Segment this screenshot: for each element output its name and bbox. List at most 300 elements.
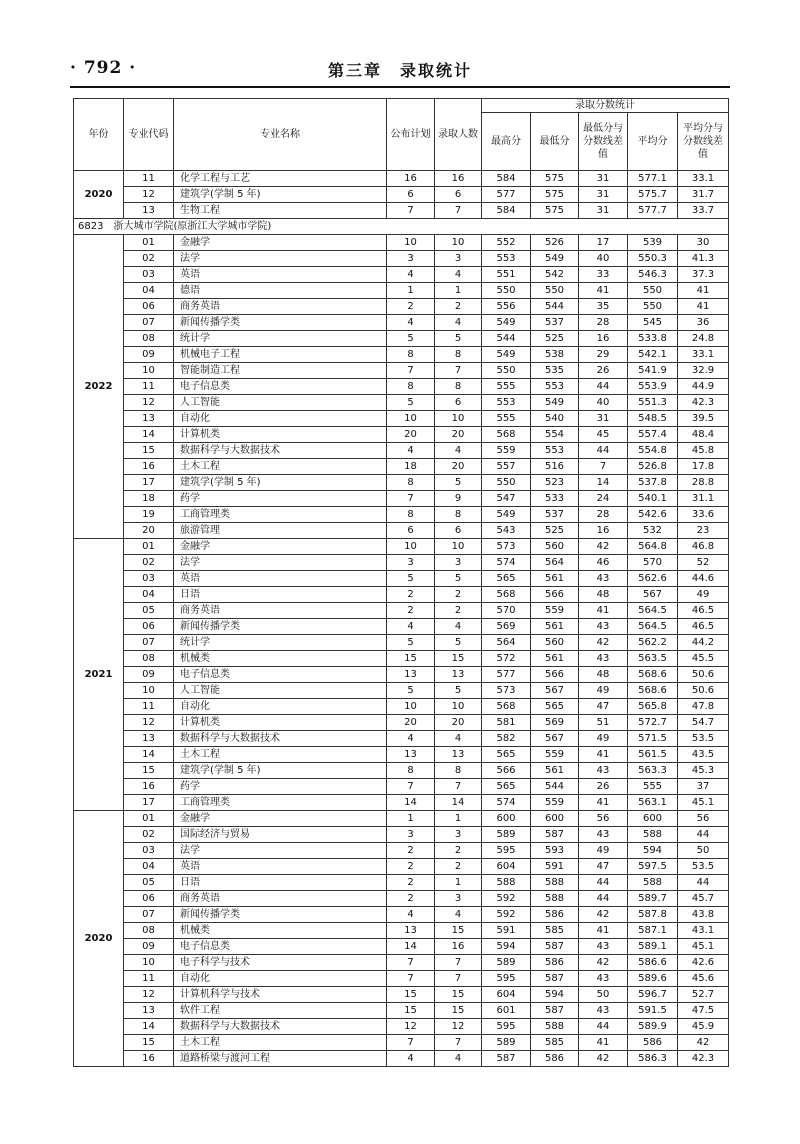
- min-diff-cell: 26: [579, 779, 628, 795]
- major-name-cell: 自动化: [174, 699, 387, 715]
- avg-diff-cell: 37: [678, 779, 729, 795]
- min-diff-cell: 28: [579, 507, 628, 523]
- public-plan-cell: 4: [387, 267, 435, 283]
- min-diff-cell: 42: [579, 539, 628, 555]
- avg-score-cell: 557.4: [628, 427, 678, 443]
- avg-score-cell: 554.8: [628, 443, 678, 459]
- min-diff-cell: 16: [579, 523, 628, 539]
- major-name-cell: 金融学: [174, 539, 387, 555]
- min-diff-cell: 43: [579, 651, 628, 667]
- public-plan-cell: 2: [387, 299, 435, 315]
- table-row: [74, 523, 729, 539]
- max-score-cell: 568: [482, 587, 531, 603]
- min-diff-cell: 47: [579, 699, 628, 715]
- min-diff-cell: 56: [579, 811, 628, 827]
- avg-score-cell: 577.7: [628, 203, 678, 219]
- max-score-cell: 553: [482, 251, 531, 267]
- major-name-cell: 旅游管理: [174, 523, 387, 539]
- max-score-cell: 549: [482, 347, 531, 363]
- min-score-cell: 559: [531, 747, 579, 763]
- min-score-cell: 559: [531, 603, 579, 619]
- table-row: [74, 555, 729, 571]
- max-score-cell: 549: [482, 507, 531, 523]
- min-score-cell: 561: [531, 619, 579, 635]
- major-name-cell: 计算机类: [174, 715, 387, 731]
- major-code-cell: 12: [124, 715, 174, 731]
- year-cell: 2020: [74, 171, 124, 219]
- table-row: [74, 747, 729, 763]
- table-row: [74, 203, 729, 219]
- major-name-cell: 人工智能: [174, 395, 387, 411]
- admitted-cell: 5: [435, 571, 482, 587]
- avg-score-cell: 594: [628, 843, 678, 859]
- major-code-cell: 12: [124, 395, 174, 411]
- public-plan-cell: 15: [387, 651, 435, 667]
- avg-diff-cell: 52.7: [678, 987, 729, 1003]
- major-name-cell: 道路桥梁与渡河工程: [174, 1051, 387, 1067]
- major-name-cell: 智能制造工程: [174, 363, 387, 379]
- avg-diff-cell: 44.9: [678, 379, 729, 395]
- max-score-cell: 594: [482, 939, 531, 955]
- max-score-cell: 592: [482, 891, 531, 907]
- avg-score-cell: 587.1: [628, 923, 678, 939]
- major-name-cell: 机械类: [174, 923, 387, 939]
- max-score-cell: 604: [482, 987, 531, 1003]
- public-plan-cell: 1: [387, 283, 435, 299]
- avg-score-cell: 600: [628, 811, 678, 827]
- min-score-cell: 561: [531, 763, 579, 779]
- max-score-cell: 544: [482, 331, 531, 347]
- table-row: [74, 171, 729, 187]
- avg-diff-cell: 43.1: [678, 923, 729, 939]
- admitted-cell: 13: [435, 747, 482, 763]
- table-row: [74, 811, 729, 827]
- admitted-cell: 2: [435, 299, 482, 315]
- admitted-cell: 1: [435, 283, 482, 299]
- min-score-cell: 542: [531, 267, 579, 283]
- admitted-cell: 10: [435, 539, 482, 555]
- avg-diff-cell: 50.6: [678, 667, 729, 683]
- avg-diff-cell: 39.5: [678, 411, 729, 427]
- avg-diff-cell: 46.5: [678, 619, 729, 635]
- page-header: [70, 58, 730, 84]
- table-row: [74, 667, 729, 683]
- admitted-cell: 8: [435, 379, 482, 395]
- col-year: 年份: [74, 99, 124, 171]
- avg-score-cell: 562.2: [628, 635, 678, 651]
- min-score-cell: 585: [531, 1035, 579, 1051]
- min-score-cell: 567: [531, 731, 579, 747]
- major-code-cell: 12: [124, 987, 174, 1003]
- min-diff-cell: 49: [579, 843, 628, 859]
- min-score-cell: 535: [531, 363, 579, 379]
- avg-diff-cell: 44.2: [678, 635, 729, 651]
- avg-score-cell: 586: [628, 1035, 678, 1051]
- avg-score-cell: 563.1: [628, 795, 678, 811]
- avg-diff-cell: 44: [678, 827, 729, 843]
- admitted-cell: 2: [435, 859, 482, 875]
- admitted-cell: 7: [435, 779, 482, 795]
- table-row: [74, 779, 729, 795]
- min-diff-cell: 35: [579, 299, 628, 315]
- public-plan-cell: 8: [387, 347, 435, 363]
- admitted-cell: 5: [435, 475, 482, 491]
- min-diff-cell: 41: [579, 923, 628, 939]
- avg-diff-cell: 45.1: [678, 939, 729, 955]
- col-score-group: 录取分数统计: [482, 99, 729, 113]
- major-name-cell: 商务英语: [174, 603, 387, 619]
- avg-diff-cell: 30: [678, 235, 729, 251]
- min-diff-cell: 28: [579, 315, 628, 331]
- major-code-cell: 14: [124, 747, 174, 763]
- admitted-cell: 2: [435, 587, 482, 603]
- min-score-cell: 591: [531, 859, 579, 875]
- avg-diff-cell: 17.8: [678, 459, 729, 475]
- max-score-cell: 543: [482, 523, 531, 539]
- avg-diff-cell: 37.3: [678, 267, 729, 283]
- max-score-cell: 574: [482, 555, 531, 571]
- major-name-cell: 软件工程: [174, 1003, 387, 1019]
- table-row: [74, 187, 729, 203]
- admitted-cell: 20: [435, 459, 482, 475]
- col-max-score: 最高分: [482, 113, 531, 171]
- avg-score-cell: 526.8: [628, 459, 678, 475]
- min-score-cell: 566: [531, 587, 579, 603]
- admitted-cell: 8: [435, 347, 482, 363]
- table-row: [74, 267, 729, 283]
- major-code-cell: 15: [124, 443, 174, 459]
- min-diff-cell: 49: [579, 683, 628, 699]
- min-score-cell: 525: [531, 523, 579, 539]
- school-name: 6823 浙大城市学院(原浙江大学城市学院): [74, 219, 729, 235]
- max-score-cell: 565: [482, 571, 531, 587]
- public-plan-cell: 2: [387, 603, 435, 619]
- max-score-cell: 565: [482, 747, 531, 763]
- col-admitted: 录取人数: [435, 99, 482, 171]
- major-code-cell: 06: [124, 619, 174, 635]
- admitted-cell: 20: [435, 715, 482, 731]
- table-row: [74, 475, 729, 491]
- year-cell: 2020: [74, 811, 124, 1067]
- admitted-cell: 15: [435, 651, 482, 667]
- min-score-cell: 553: [531, 379, 579, 395]
- avg-score-cell: 561.5: [628, 747, 678, 763]
- public-plan-cell: 10: [387, 699, 435, 715]
- major-name-cell: 新闻传播学类: [174, 619, 387, 635]
- public-plan-cell: 4: [387, 1051, 435, 1067]
- major-name-cell: 新闻传播学类: [174, 315, 387, 331]
- min-score-cell: 569: [531, 715, 579, 731]
- table-row: [74, 603, 729, 619]
- major-code-cell: 02: [124, 251, 174, 267]
- public-plan-cell: 16: [387, 171, 435, 187]
- avg-score-cell: 564.8: [628, 539, 678, 555]
- avg-score-cell: 575.7: [628, 187, 678, 203]
- major-code-cell: 17: [124, 795, 174, 811]
- min-diff-cell: 42: [579, 955, 628, 971]
- major-name-cell: 药学: [174, 779, 387, 795]
- table-row: [74, 955, 729, 971]
- major-name-cell: 商务英语: [174, 891, 387, 907]
- avg-diff-cell: 43.8: [678, 907, 729, 923]
- min-score-cell: 537: [531, 315, 579, 331]
- table-row: [74, 587, 729, 603]
- table-row: [74, 1051, 729, 1067]
- major-name-cell: 金融学: [174, 235, 387, 251]
- admitted-cell: 20: [435, 427, 482, 443]
- max-score-cell: 569: [482, 619, 531, 635]
- table-row: [74, 683, 729, 699]
- avg-diff-cell: 45.1: [678, 795, 729, 811]
- major-name-cell: 法学: [174, 251, 387, 267]
- min-score-cell: 587: [531, 1003, 579, 1019]
- avg-score-cell: 539: [628, 235, 678, 251]
- admitted-cell: 3: [435, 827, 482, 843]
- table-row: [74, 1003, 729, 1019]
- table-row: [74, 1019, 729, 1035]
- major-code-cell: 08: [124, 651, 174, 667]
- max-score-cell: 592: [482, 907, 531, 923]
- admitted-cell: 6: [435, 395, 482, 411]
- avg-score-cell: 563.3: [628, 763, 678, 779]
- major-name-cell: 新闻传播学类: [174, 907, 387, 923]
- admission-stats-table: [73, 98, 729, 1067]
- table-row: [74, 395, 729, 411]
- table-row: [74, 571, 729, 587]
- max-score-cell: 557: [482, 459, 531, 475]
- major-name-cell: 自动化: [174, 971, 387, 987]
- public-plan-cell: 13: [387, 667, 435, 683]
- major-code-cell: 03: [124, 267, 174, 283]
- major-name-cell: 英语: [174, 267, 387, 283]
- min-diff-cell: 51: [579, 715, 628, 731]
- major-name-cell: 电子科学与技术: [174, 955, 387, 971]
- public-plan-cell: 2: [387, 843, 435, 859]
- avg-score-cell: 588: [628, 827, 678, 843]
- admitted-cell: 2: [435, 603, 482, 619]
- public-plan-cell: 7: [387, 779, 435, 795]
- min-score-cell: 566: [531, 667, 579, 683]
- avg-diff-cell: 50.6: [678, 683, 729, 699]
- min-diff-cell: 29: [579, 347, 628, 363]
- min-score-cell: 586: [531, 1051, 579, 1067]
- public-plan-cell: 13: [387, 747, 435, 763]
- avg-score-cell: 551.3: [628, 395, 678, 411]
- min-score-cell: 575: [531, 171, 579, 187]
- avg-score-cell: 586.3: [628, 1051, 678, 1067]
- table-row: [74, 491, 729, 507]
- major-code-cell: 11: [124, 699, 174, 715]
- admitted-cell: 4: [435, 731, 482, 747]
- min-diff-cell: 50: [579, 987, 628, 1003]
- header-rule: [70, 86, 730, 88]
- avg-diff-cell: 44.6: [678, 571, 729, 587]
- major-code-cell: 13: [124, 1003, 174, 1019]
- admitted-cell: 16: [435, 171, 482, 187]
- major-code-cell: 08: [124, 331, 174, 347]
- major-name-cell: 统计学: [174, 635, 387, 651]
- public-plan-cell: 2: [387, 587, 435, 603]
- min-score-cell: 588: [531, 875, 579, 891]
- min-score-cell: 553: [531, 443, 579, 459]
- table-row: [74, 235, 729, 251]
- avg-score-cell: 588: [628, 875, 678, 891]
- major-code-cell: 05: [124, 875, 174, 891]
- table-row: [74, 731, 729, 747]
- avg-score-cell: 596.7: [628, 987, 678, 1003]
- major-name-cell: 日语: [174, 587, 387, 603]
- public-plan-cell: 7: [387, 491, 435, 507]
- table-row: [74, 859, 729, 875]
- min-diff-cell: 7: [579, 459, 628, 475]
- major-name-cell: 土木工程: [174, 459, 387, 475]
- public-plan-cell: 10: [387, 235, 435, 251]
- major-code-cell: 09: [124, 347, 174, 363]
- admitted-cell: 7: [435, 363, 482, 379]
- major-code-cell: 03: [124, 843, 174, 859]
- min-diff-cell: 33: [579, 267, 628, 283]
- major-name-cell: 生物工程: [174, 203, 387, 219]
- min-diff-cell: 43: [579, 571, 628, 587]
- avg-diff-cell: 41: [678, 299, 729, 315]
- min-diff-cell: 47: [579, 859, 628, 875]
- major-code-cell: 13: [124, 411, 174, 427]
- min-score-cell: 559: [531, 795, 579, 811]
- major-code-cell: 03: [124, 571, 174, 587]
- min-diff-cell: 43: [579, 827, 628, 843]
- min-diff-cell: 42: [579, 907, 628, 923]
- table-row: [74, 363, 729, 379]
- table-row: [74, 891, 729, 907]
- admitted-cell: 5: [435, 635, 482, 651]
- avg-diff-cell: 56: [678, 811, 729, 827]
- admitted-cell: 1: [435, 811, 482, 827]
- max-score-cell: 568: [482, 427, 531, 443]
- major-code-cell: 18: [124, 491, 174, 507]
- max-score-cell: 589: [482, 955, 531, 971]
- min-diff-cell: 44: [579, 379, 628, 395]
- max-score-cell: 595: [482, 971, 531, 987]
- avg-score-cell: 542.1: [628, 347, 678, 363]
- public-plan-cell: 8: [387, 379, 435, 395]
- max-score-cell: 547: [482, 491, 531, 507]
- avg-score-cell: 563.5: [628, 651, 678, 667]
- major-code-cell: 05: [124, 603, 174, 619]
- min-diff-cell: 41: [579, 795, 628, 811]
- min-diff-cell: 31: [579, 203, 628, 219]
- min-diff-cell: 41: [579, 283, 628, 299]
- major-code-cell: 11: [124, 379, 174, 395]
- admitted-cell: 5: [435, 331, 482, 347]
- min-score-cell: 575: [531, 203, 579, 219]
- min-score-cell: 544: [531, 779, 579, 795]
- major-code-cell: 06: [124, 299, 174, 315]
- col-min-score: 最低分: [531, 113, 579, 171]
- avg-diff-cell: 41: [678, 283, 729, 299]
- max-score-cell: 556: [482, 299, 531, 315]
- avg-score-cell: 597.5: [628, 859, 678, 875]
- min-diff-cell: 48: [579, 587, 628, 603]
- max-score-cell: 565: [482, 779, 531, 795]
- table-row: [74, 411, 729, 427]
- admitted-cell: 10: [435, 411, 482, 427]
- max-score-cell: 550: [482, 283, 531, 299]
- major-name-cell: 人工智能: [174, 683, 387, 699]
- major-code-cell: 01: [124, 811, 174, 827]
- major-name-cell: 建筑学(学制 5 年): [174, 475, 387, 491]
- public-plan-cell: 4: [387, 619, 435, 635]
- max-score-cell: 582: [482, 731, 531, 747]
- public-plan-cell: 10: [387, 539, 435, 555]
- avg-score-cell: 589.9: [628, 1019, 678, 1035]
- public-plan-cell: 6: [387, 187, 435, 203]
- avg-diff-cell: 31.1: [678, 491, 729, 507]
- max-score-cell: 581: [482, 715, 531, 731]
- major-name-cell: 国际经济与贸易: [174, 827, 387, 843]
- max-score-cell: 572: [482, 651, 531, 667]
- major-code-cell: 11: [124, 171, 174, 187]
- min-diff-cell: 49: [579, 731, 628, 747]
- admitted-cell: 4: [435, 315, 482, 331]
- major-code-cell: 16: [124, 1051, 174, 1067]
- min-score-cell: 593: [531, 843, 579, 859]
- admitted-cell: 15: [435, 923, 482, 939]
- admitted-cell: 7: [435, 955, 482, 971]
- avg-score-cell: 550: [628, 283, 678, 299]
- min-score-cell: 560: [531, 635, 579, 651]
- table-row: [74, 427, 729, 443]
- major-code-cell: 01: [124, 235, 174, 251]
- avg-diff-cell: 52: [678, 555, 729, 571]
- max-score-cell: 555: [482, 379, 531, 395]
- public-plan-cell: 20: [387, 715, 435, 731]
- public-plan-cell: 2: [387, 891, 435, 907]
- avg-diff-cell: 44: [678, 875, 729, 891]
- school-row: [74, 219, 729, 235]
- major-code-cell: 10: [124, 683, 174, 699]
- avg-diff-cell: 46.5: [678, 603, 729, 619]
- min-diff-cell: 17: [579, 235, 628, 251]
- avg-score-cell: 565.8: [628, 699, 678, 715]
- col-public-plan: 公布计划: [387, 99, 435, 171]
- avg-diff-cell: 33.1: [678, 347, 729, 363]
- min-score-cell: 600: [531, 811, 579, 827]
- avg-diff-cell: 45.8: [678, 443, 729, 459]
- min-diff-cell: 43: [579, 763, 628, 779]
- table-row: [74, 763, 729, 779]
- chapter-title: 第三章 录取统计: [327, 61, 472, 80]
- min-diff-cell: 44: [579, 443, 628, 459]
- col-avg-diff: 平均分与分数线差值: [678, 113, 729, 171]
- min-diff-cell: 43: [579, 939, 628, 955]
- public-plan-cell: 15: [387, 1003, 435, 1019]
- avg-diff-cell: 46.8: [678, 539, 729, 555]
- major-name-cell: 数据科学与大数据技术: [174, 443, 387, 459]
- public-plan-cell: 5: [387, 571, 435, 587]
- avg-diff-cell: 45.5: [678, 651, 729, 667]
- avg-diff-cell: 23: [678, 523, 729, 539]
- max-score-cell: 600: [482, 811, 531, 827]
- table-row: [74, 1035, 729, 1051]
- admitted-cell: 15: [435, 987, 482, 1003]
- max-score-cell: 573: [482, 683, 531, 699]
- min-score-cell: 560: [531, 539, 579, 555]
- page-number: · 792 ·: [70, 58, 137, 78]
- public-plan-cell: 5: [387, 331, 435, 347]
- min-score-cell: 564: [531, 555, 579, 571]
- avg-score-cell: 553.9: [628, 379, 678, 395]
- avg-diff-cell: 42: [678, 1035, 729, 1051]
